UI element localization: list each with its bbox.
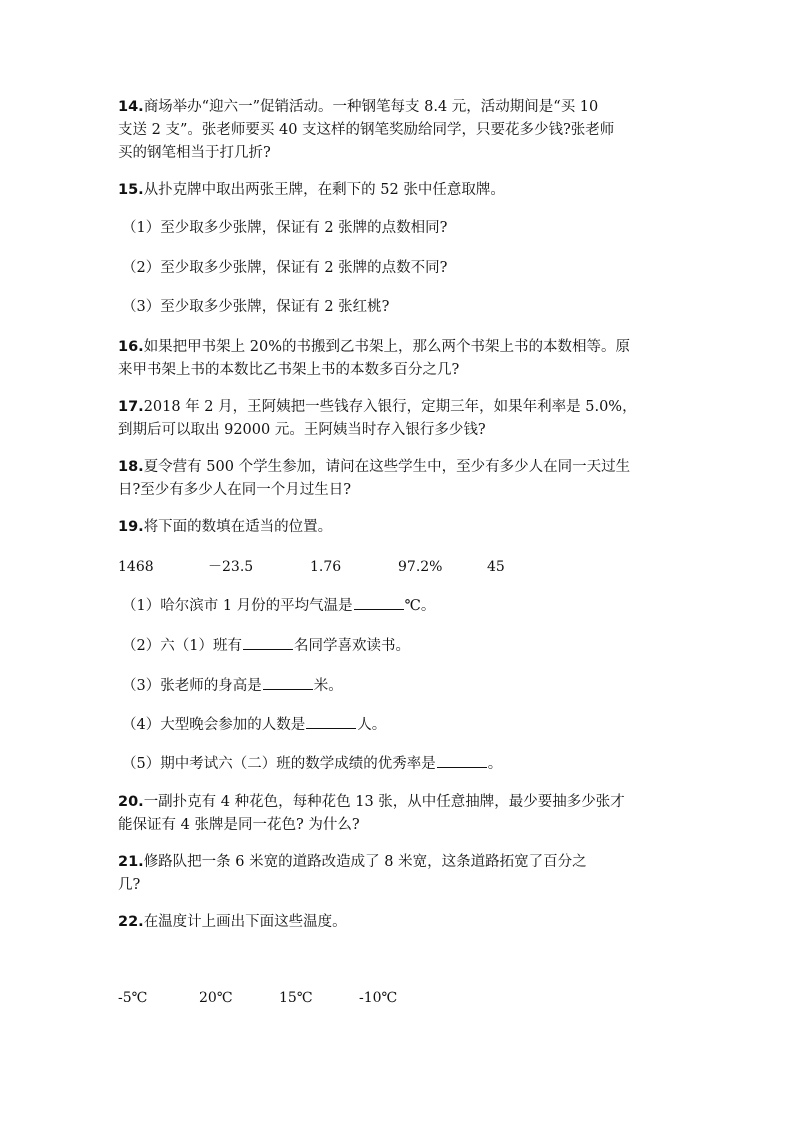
q19-sub-1-blank [354,595,404,610]
q19-number-45: 45 [487,559,505,575]
q19-number-neg-23-5: －23.5 [208,559,254,575]
q21-text-1: 修路队把一条 6 米宽的道路改造成了 8 米宽，这条道路拓宽了百分之 [143,854,587,870]
q19-sub-3 [122,675,343,696]
q19-number-1468: 1468 [118,559,154,575]
q22-temp-15: 15℃ [279,990,313,1006]
q16-number: 16. [118,339,144,355]
q16-line-1 [118,337,630,357]
q15-sub-2: （2）至少取多少张牌，保证有 2 张牌的点数不同? [122,260,448,276]
q18-text-1: 夏令营有 500 个学生参加，请问在这些学生中，至少有多少人在同一天过生 [143,459,631,475]
q18-number: 18. [118,459,144,475]
q21-line-1 [118,852,587,872]
q16-text-1: 如果把甲书架上 20%的书搬到乙书架上，那么两个书架上书的本数相等。原 [143,339,631,355]
q19-sub-5 [122,753,502,774]
q16-line-2: 来甲书架上书的本数比乙书架上书的本数多百分之几? [118,362,460,378]
q22-line-1 [118,912,347,932]
q19-sub-2-blank [243,635,293,650]
q17-line-1 [118,397,637,417]
q15-number: 15. [118,182,144,198]
q19-text-1: 将下面的数填在适当的位置。 [143,519,333,535]
q19-sub-1-unit: ℃。 [404,598,436,614]
q19-sub-4-text: （4）大型晚会参加的人数是 [122,717,306,733]
q19-sub-1 [122,595,435,616]
q19-line-1 [118,517,332,537]
q22-temp-neg-10: -10℃ [359,990,398,1006]
q15-text-1: 从扑克牌中取出两张王牌，在剩下的 52 张中任意取牌。 [143,182,505,198]
q19-sub-4 [122,714,386,735]
q22-temp-20: 20℃ [199,990,233,1006]
q20-line-2: 能保证有 4 张牌是同一花色? 为什么? [118,817,360,833]
q19-sub-4-blank [306,714,356,729]
q19-sub-5-text: （5）期中考试六（二）班的数学成绩的优秀率是 [122,756,436,772]
q19-number: 19. [118,519,144,535]
q20-line-1 [118,792,625,812]
q19-sub-2-unit: 名同学喜欢读书。 [293,638,410,654]
q15-line-1 [118,180,505,200]
q14-line-2: 支送 2 支”。张老师要买 40 支这样的钢笔奖励给同学，只要花多少钱?张老师 [118,122,615,138]
q19-sub-5-unit: 。 [487,756,503,772]
q14-line-3: 买的钢笔相当于打几折? [118,145,271,161]
q15-sub-3: （3）至少取多少张牌，保证有 2 张红桃? [122,299,390,315]
q19-sub-3-blank [263,675,313,690]
q20-number: 20. [118,794,144,810]
q21-line-2: 几? [118,877,141,893]
q20-text-1: 一副扑克有 4 种花色，每种花色 13 张，从中任意抽牌，最少要抽多少张才 [143,794,625,810]
q22-text-1: 在温度计上画出下面这些温度。 [143,914,347,930]
q14-number: 14. [118,99,144,115]
q18-line-2: 日?至少有多少人在同一个月过生日? [118,482,352,498]
q15-sub-1: （1）至少取多少张牌，保证有 2 张牌的点数相同? [122,220,448,236]
q14-text-1: 商场举办“迎六一”促销活动。一种钢笔每支 8.4 元，活动期间是“买 10 [143,99,599,115]
q19-sub-1-text: （1）哈尔滨市 1 月份的平均气温是 [122,598,353,614]
q19-sub-2-text: （2）六（1）班有 [122,638,242,654]
q22-temp-neg-5: -5℃ [118,990,148,1006]
q19-number-1-76: 1.76 [310,559,342,575]
q18-line-1 [118,457,630,477]
q21-number: 21. [118,854,144,870]
q19-sub-5-blank [437,753,487,768]
q17-number: 17. [118,399,144,415]
q19-sub-3-unit: 米。 [313,678,343,694]
q17-text-1: 2018 年 2 月，王阿姨把一些钱存入银行，定期三年，如果年利率是 5.0%， [143,399,637,415]
q19-sub-4-unit: 人。 [357,717,387,733]
q14-line-1 [118,97,598,117]
q19-sub-3-text: （3）张老师的身高是 [122,678,262,694]
q19-number-97-2-percent: 97.2% [398,559,443,575]
q19-sub-2 [122,635,410,656]
q22-number: 22. [118,914,144,930]
q17-line-2: 到期后可以取出 92000 元。王阿姨当时存入银行多少钱? [118,422,486,438]
